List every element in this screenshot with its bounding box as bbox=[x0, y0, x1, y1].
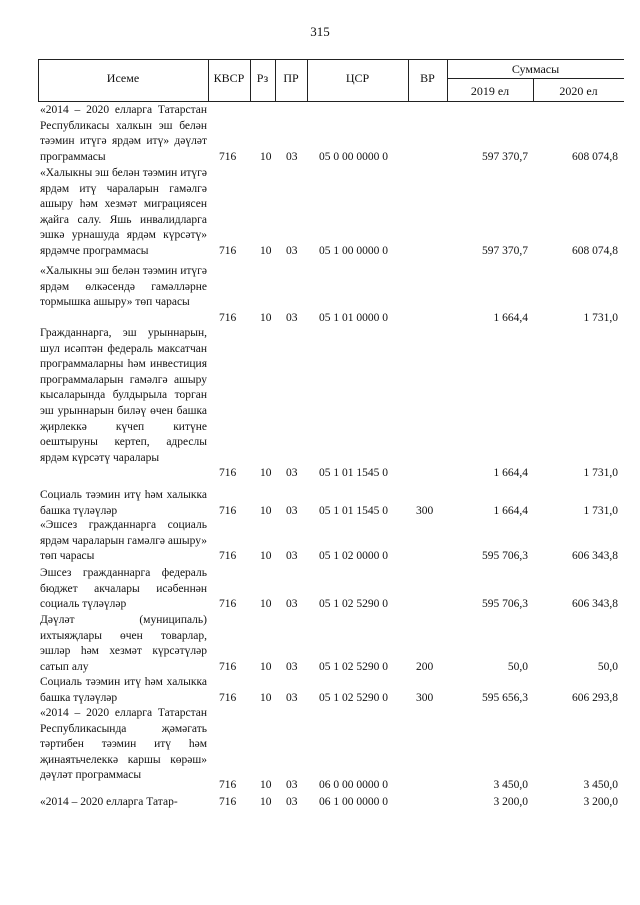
cell-sum-2019: 597 370,7 bbox=[482, 245, 528, 257]
cell-csr: 05 1 01 1545 0 bbox=[319, 504, 388, 517]
header-sums: Суммасы bbox=[511, 62, 560, 76]
row-name: Социаль тәэмин итү һәм халыкка башка түләүләр bbox=[40, 676, 207, 704]
cell-rz: 10 bbox=[260, 311, 272, 324]
cell-sum-2020: 1 731,0 bbox=[583, 504, 618, 517]
cell-rz: 10 bbox=[260, 660, 272, 673]
cell-pr: 03 bbox=[286, 504, 298, 517]
cell-sum-2020: 3 450,0 bbox=[583, 779, 618, 791]
cell-sum-2020: 606 343,8 bbox=[572, 550, 618, 563]
header-kvsr: КВСР bbox=[213, 71, 245, 85]
cell-kvsr: 716 bbox=[219, 779, 237, 791]
cell-kvsr: 716 bbox=[219, 691, 237, 704]
cell-rz: 10 bbox=[260, 796, 272, 808]
cell-csr: 05 1 01 1545 0 bbox=[319, 467, 388, 480]
cell-csr: 05 1 02 5290 0 bbox=[319, 660, 388, 673]
cell-sum-2020: 608 074,8 bbox=[572, 245, 618, 257]
header-sums-divider bbox=[447, 78, 624, 79]
header-year-2019: 2019 ел bbox=[470, 84, 510, 98]
cell-pr: 03 bbox=[286, 311, 298, 324]
cell-rz: 10 bbox=[260, 779, 272, 791]
cell-sum-2020: 1 731,0 bbox=[583, 467, 618, 480]
cell-sum-2019: 595 706,3 bbox=[482, 550, 528, 563]
cell-rz: 10 bbox=[260, 150, 272, 163]
cell-kvsr: 716 bbox=[219, 504, 237, 517]
cell-kvsr: 716 bbox=[219, 245, 237, 257]
cell-rz: 10 bbox=[260, 467, 272, 480]
cell-rz: 10 bbox=[260, 245, 272, 257]
cell-csr: 05 1 02 5290 0 bbox=[319, 598, 388, 611]
cell-sum-2019: 595 706,3 bbox=[482, 598, 528, 611]
cell-sum-2020: 606 293,8 bbox=[572, 691, 618, 704]
cell-pr: 03 bbox=[286, 598, 298, 611]
cell-pr: 03 bbox=[286, 779, 298, 791]
cell-pr: 03 bbox=[286, 796, 298, 808]
cell-vr: 300 bbox=[416, 504, 434, 517]
cell-sum-2019: 595 656,3 bbox=[482, 691, 528, 704]
cell-sum-2020: 1 731,0 bbox=[583, 311, 618, 324]
header-name: Исеме bbox=[106, 71, 140, 85]
header-rz: Рз bbox=[256, 71, 269, 85]
row-name: Социаль тәэмин итү һәм халыкка башка түләүләр bbox=[40, 489, 207, 517]
cell-sum-2019: 1 664,4 bbox=[493, 504, 528, 517]
page-number: 315 bbox=[310, 24, 330, 39]
cell-vr: 200 bbox=[416, 660, 434, 673]
header-top-border bbox=[38, 59, 624, 60]
row-name: Дәүләт (муниципаль) ихтыяҗлары өчен товарлар, эшләр һәм хезмәт күрсәтүләр сатып алу bbox=[40, 614, 207, 673]
cell-sum-2020: 608 074,8 bbox=[572, 150, 618, 163]
header-vr: ВР bbox=[420, 71, 435, 85]
cell-vr: 300 bbox=[416, 691, 434, 704]
cell-sum-2020: 606 343,8 bbox=[572, 598, 618, 611]
cell-csr: 06 0 00 0000 0 bbox=[319, 779, 388, 791]
cell-pr: 03 bbox=[286, 245, 298, 257]
cell-kvsr: 716 bbox=[219, 467, 237, 480]
cell-sum-2019: 3 450,0 bbox=[493, 779, 528, 791]
cell-sum-2019: 3 200,0 bbox=[493, 796, 528, 808]
cell-kvsr: 716 bbox=[219, 660, 237, 673]
cell-csr: 05 1 02 5290 0 bbox=[319, 691, 388, 704]
cell-csr: 06 1 00 0000 0 bbox=[319, 796, 388, 808]
cell-rz: 10 bbox=[260, 598, 272, 611]
cell-csr: 05 1 01 0000 0 bbox=[319, 311, 388, 324]
cell-sum-2020: 50,0 bbox=[597, 660, 618, 673]
cell-csr: 05 1 00 0000 0 bbox=[319, 245, 388, 257]
row-name: «Эшсез гражданнарга социаль ярдәм чараларын гамәлгә ашыру» төп чарасы bbox=[40, 519, 207, 563]
header-bottom-border bbox=[38, 101, 624, 102]
cell-sum-2019: 50,0 bbox=[507, 660, 528, 673]
row-name: «Халыкны эш белән тәэмин итүгә ярдәм өлкәсендә гамәлләрне тормышка ашыру» төп чарасы bbox=[40, 265, 207, 309]
cell-csr: 05 0 00 0000 0 bbox=[319, 150, 388, 163]
cell-kvsr: 716 bbox=[219, 598, 237, 611]
cell-pr: 03 bbox=[286, 150, 298, 163]
header-csr: ЦСР bbox=[345, 71, 370, 85]
row-name: «Халыкны эш белән тәэмин итүгә ярдәм итү чараларын гамәлгә ашыру һәм хезмәт миграциясен җайга салу. Яшь инвалидларга эшкә урнашуда ярдәм күрсәтү» ярдәмче программасы bbox=[40, 167, 207, 257]
cell-pr: 03 bbox=[286, 467, 298, 480]
cell-kvsr: 716 bbox=[219, 150, 237, 163]
row-name: «2014 – 2020 елларга Татарстан Республикасында җәмәгать тәртибен тәэмин итү һәм җинаятьчелеккә каршы көрәш» дәүләт программасы bbox=[40, 707, 207, 782]
cell-kvsr: 716 bbox=[219, 311, 237, 324]
cell-pr: 03 bbox=[286, 660, 298, 673]
cell-rz: 10 bbox=[260, 691, 272, 704]
header-pr: ПР bbox=[283, 71, 299, 85]
cell-kvsr: 716 bbox=[219, 550, 237, 563]
cell-rz: 10 bbox=[260, 504, 272, 517]
cell-pr: 03 bbox=[286, 550, 298, 563]
row-name: «2014 – 2020 елларга Татар- bbox=[40, 796, 178, 808]
row-name: Гражданнарга, эш урыннарын, шул исәптән федераль максатчан программаларны һәм инвестиция программаларын гамәлгә ашыру кысаларында булдырыла торган эш урыннарын биләү өчен башка җирлеккә күчеп китүне оештыруны кертеп, адреслы ярдәм күрсәтү чаралары bbox=[40, 327, 207, 464]
cell-csr: 05 1 02 0000 0 bbox=[319, 550, 388, 563]
cell-sum-2019: 1 664,4 bbox=[493, 467, 528, 480]
cell-kvsr: 716 bbox=[219, 796, 237, 808]
cell-sum-2019: 597 370,7 bbox=[482, 150, 528, 163]
cell-sum-2020: 3 200,0 bbox=[583, 796, 618, 808]
row-name: Эшсез гражданнарга федераль бюджет акчалары исәбеннән социаль түләүләр bbox=[40, 567, 207, 611]
cell-pr: 03 bbox=[286, 691, 298, 704]
row-name: «2014 – 2020 елларга Татарстан Республикасы халкын эш белән тәэмин итүгә ярдәм итү» дәүләт программасы bbox=[40, 104, 207, 163]
header-year-2020: 2020 ел bbox=[559, 84, 598, 98]
cell-rz: 10 bbox=[260, 550, 272, 563]
cell-sum-2019: 1 664,4 bbox=[493, 311, 528, 324]
